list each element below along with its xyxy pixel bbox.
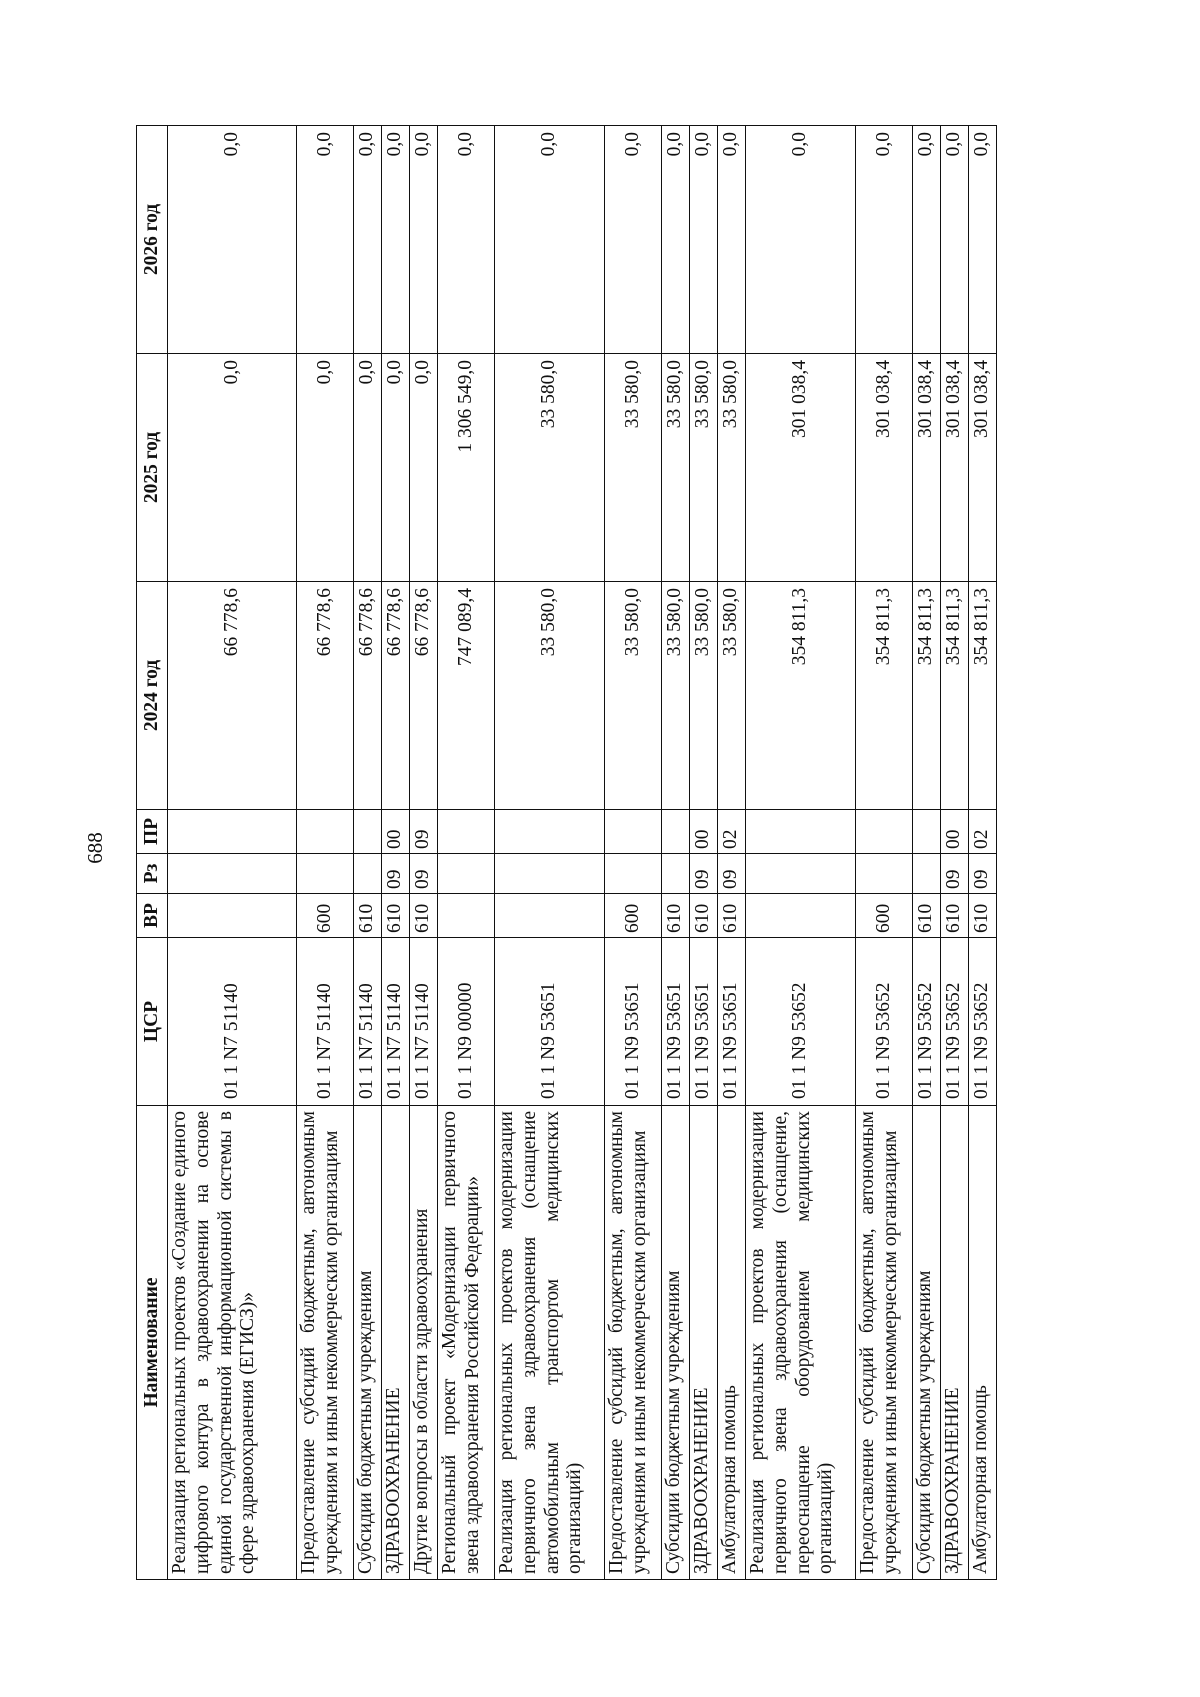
cell-csr: 01 1 N9 53651: [690, 938, 718, 1106]
cell-2024: 66 778,6: [410, 582, 438, 810]
table-row: [746, 126, 856, 1580]
cell-csr: 01 1 N9 53652: [941, 938, 969, 1106]
cell-2024: 66 778,6: [382, 582, 410, 810]
cell-name: ЗДРАВООХРАНЕНИЕ: [382, 1106, 410, 1580]
cell-2025: 33 580,0: [690, 354, 718, 582]
cell-pr: [746, 810, 856, 854]
cell-2024: 747 089,4: [438, 582, 495, 810]
cell-vr: [438, 894, 495, 938]
cell-2025: 33 580,0: [605, 354, 662, 582]
cell-2026: 0,0: [941, 126, 969, 354]
cell-2026: 0,0: [856, 126, 913, 354]
cell-vr: [746, 894, 856, 938]
cell-2026: 0,0: [354, 126, 382, 354]
cell-2026: 0,0: [746, 126, 856, 354]
cell-2026: 0,0: [690, 126, 718, 354]
cell-2024: 66 778,6: [354, 582, 382, 810]
cell-vr: 610: [969, 894, 997, 938]
cell-rz: 09: [382, 854, 410, 894]
table-row: [605, 126, 662, 1580]
cell-pr: [354, 810, 382, 854]
cell-name: Предоставление субсидий бюджетным, автономным учреждениям и иным некоммерческим организациям: [605, 1106, 662, 1580]
table-row: [410, 126, 438, 1580]
cell-rz: [354, 854, 382, 894]
cell-name: ЗДРАВООХРАНЕНИЕ: [941, 1106, 969, 1580]
cell-rz: 09: [969, 854, 997, 894]
cell-vr: 610: [382, 894, 410, 938]
table-row: [438, 126, 495, 1580]
cell-vr: 610: [354, 894, 382, 938]
cell-2024: 354 811,3: [941, 582, 969, 810]
cell-2025: 33 580,0: [718, 354, 746, 582]
cell-2025: 301 038,4: [969, 354, 997, 582]
cell-2026: 0,0: [913, 126, 941, 354]
cell-name: Амбулаторная помощь: [718, 1106, 746, 1580]
cell-2026: 0,0: [495, 126, 605, 354]
table-header-row: [137, 126, 168, 1580]
header-2024: 2024 год: [137, 582, 168, 810]
cell-vr: 610: [690, 894, 718, 938]
cell-name: Предоставление субсидий бюджетным, автономным учреждениям и иным некоммерческим организациям: [856, 1106, 913, 1580]
cell-vr: 600: [605, 894, 662, 938]
cell-2024: 354 811,3: [746, 582, 856, 810]
cell-pr: [168, 810, 297, 854]
cell-csr: 01 1 N9 53652: [856, 938, 913, 1106]
cell-csr: 01 1 N9 53652: [913, 938, 941, 1106]
cell-name: Реализация региональных проектов модернизации первичного звена здравоохранения (оснащение автомобильным транспортом медицинских организаций): [495, 1106, 605, 1580]
cell-2026: 0,0: [410, 126, 438, 354]
table-row: [941, 126, 969, 1580]
cell-2024: 33 580,0: [495, 582, 605, 810]
cell-csr: 01 1 N9 00000: [438, 938, 495, 1106]
cell-vr: [168, 894, 297, 938]
cell-2025: 0,0: [410, 354, 438, 582]
table-row: [856, 126, 913, 1580]
table-row: [382, 126, 410, 1580]
cell-2025: 1 306 549,0: [438, 354, 495, 582]
cell-2024: 33 580,0: [718, 582, 746, 810]
header-name: Наименование: [137, 1106, 168, 1580]
cell-pr: 00: [941, 810, 969, 854]
header-vr: ВР: [137, 894, 168, 938]
cell-name: Предоставление субсидий бюджетным, автономным учреждениям и иным некоммерческим организациям: [297, 1106, 354, 1580]
cell-pr: 02: [969, 810, 997, 854]
cell-name: Реализация региональных проектов «Создание единого цифрового контура в здравоохранении на основе единой государственной информационной системы в сфере здравоохранения (ЕГИСЗ)»: [168, 1106, 297, 1580]
cell-2025: 301 038,4: [913, 354, 941, 582]
cell-rz: [913, 854, 941, 894]
cell-csr: 01 1 N7 51140: [354, 938, 382, 1106]
cell-pr: [662, 810, 690, 854]
header-rz: Рз: [137, 854, 168, 894]
cell-rz: 09: [690, 854, 718, 894]
cell-pr: [913, 810, 941, 854]
cell-csr: 01 1 N9 53651: [495, 938, 605, 1106]
cell-csr: 01 1 N9 53651: [605, 938, 662, 1106]
cell-2025: 33 580,0: [662, 354, 690, 582]
cell-csr: 01 1 N9 53651: [662, 938, 690, 1106]
cell-csr: 01 1 N9 53652: [969, 938, 997, 1106]
cell-name: Реализация региональных проектов модернизации первичного звена здравоохранения (оснащение, переоснащение оборудованием медицинских организаций): [746, 1106, 856, 1580]
cell-name: Субсидии бюджетным учреждениям: [662, 1106, 690, 1580]
table-row: [662, 126, 690, 1580]
cell-2024: 354 811,3: [913, 582, 941, 810]
cell-2024: 33 580,0: [605, 582, 662, 810]
cell-rz: 09: [410, 854, 438, 894]
cell-pr: 00: [382, 810, 410, 854]
cell-name: Субсидии бюджетным учреждениям: [913, 1106, 941, 1580]
cell-2024: 354 811,3: [969, 582, 997, 810]
cell-pr: 02: [718, 810, 746, 854]
cell-rz: [438, 854, 495, 894]
cell-name: ЗДРАВООХРАНЕНИЕ: [690, 1106, 718, 1580]
cell-2024: 33 580,0: [662, 582, 690, 810]
cell-csr: 01 1 N9 53651: [718, 938, 746, 1106]
budget-table: [136, 125, 997, 1580]
cell-rz: [746, 854, 856, 894]
cell-rz: [168, 854, 297, 894]
cell-rz: [856, 854, 913, 894]
cell-name: Региональный проект «Модернизации первичного звена здравоохранения Российской Федерации»: [438, 1106, 495, 1580]
cell-2025: 301 038,4: [856, 354, 913, 582]
table-row: [297, 126, 354, 1580]
cell-2025: 0,0: [382, 354, 410, 582]
table-row: [495, 126, 605, 1580]
cell-2024: 354 811,3: [856, 582, 913, 810]
cell-2025: 33 580,0: [495, 354, 605, 582]
cell-2024: 33 580,0: [690, 582, 718, 810]
cell-rz: 09: [941, 854, 969, 894]
cell-rz: [605, 854, 662, 894]
header-2026: 2026 год: [137, 126, 168, 354]
rotated-table-container: [136, 126, 996, 1580]
table-row: [969, 126, 997, 1580]
cell-vr: 610: [941, 894, 969, 938]
cell-vr: 610: [718, 894, 746, 938]
table-row: [718, 126, 746, 1580]
cell-rz: [297, 854, 354, 894]
cell-pr: 00: [690, 810, 718, 854]
cell-name: Субсидии бюджетным учреждениям: [354, 1106, 382, 1580]
cell-pr: 09: [410, 810, 438, 854]
cell-vr: 600: [297, 894, 354, 938]
cell-csr: 01 1 N9 53652: [746, 938, 856, 1106]
table-row: [913, 126, 941, 1580]
cell-pr: [605, 810, 662, 854]
cell-csr: 01 1 N7 51140: [382, 938, 410, 1106]
cell-2026: 0,0: [168, 126, 297, 354]
cell-rz: 09: [718, 854, 746, 894]
cell-pr: [495, 810, 605, 854]
table-row: [690, 126, 718, 1580]
cell-name: Другие вопросы в области здравоохранения: [410, 1106, 438, 1580]
header-pr: ПР: [137, 810, 168, 854]
cell-2026: 0,0: [438, 126, 495, 354]
cell-vr: 610: [410, 894, 438, 938]
header-csr: ЦСР: [137, 938, 168, 1106]
cell-pr: [856, 810, 913, 854]
cell-csr: 01 1 N7 51140: [410, 938, 438, 1106]
cell-vr: [495, 894, 605, 938]
cell-csr: 01 1 N7 51140: [297, 938, 354, 1106]
cell-2026: 0,0: [969, 126, 997, 354]
cell-2026: 0,0: [382, 126, 410, 354]
cell-rz: [495, 854, 605, 894]
cell-csr: 01 1 N7 51140: [168, 938, 297, 1106]
cell-vr: 610: [662, 894, 690, 938]
cell-2024: 66 778,6: [297, 582, 354, 810]
table-row: [168, 126, 297, 1580]
cell-pr: [297, 810, 354, 854]
cell-name: Амбулаторная помощь: [969, 1106, 997, 1580]
cell-vr: 600: [856, 894, 913, 938]
cell-2026: 0,0: [662, 126, 690, 354]
cell-2025: 301 038,4: [746, 354, 856, 582]
cell-2026: 0,0: [605, 126, 662, 354]
page-number: 688: [83, 832, 107, 864]
table-row: [354, 126, 382, 1580]
cell-rz: [662, 854, 690, 894]
cell-2025: 0,0: [168, 354, 297, 582]
header-2025: 2025 год: [137, 354, 168, 582]
cell-2025: 301 038,4: [941, 354, 969, 582]
cell-2026: 0,0: [297, 126, 354, 354]
cell-vr: 610: [913, 894, 941, 938]
cell-2026: 0,0: [718, 126, 746, 354]
cell-2025: 0,0: [354, 354, 382, 582]
cell-2025: 0,0: [297, 354, 354, 582]
cell-2024: 66 778,6: [168, 582, 297, 810]
cell-pr: [438, 810, 495, 854]
